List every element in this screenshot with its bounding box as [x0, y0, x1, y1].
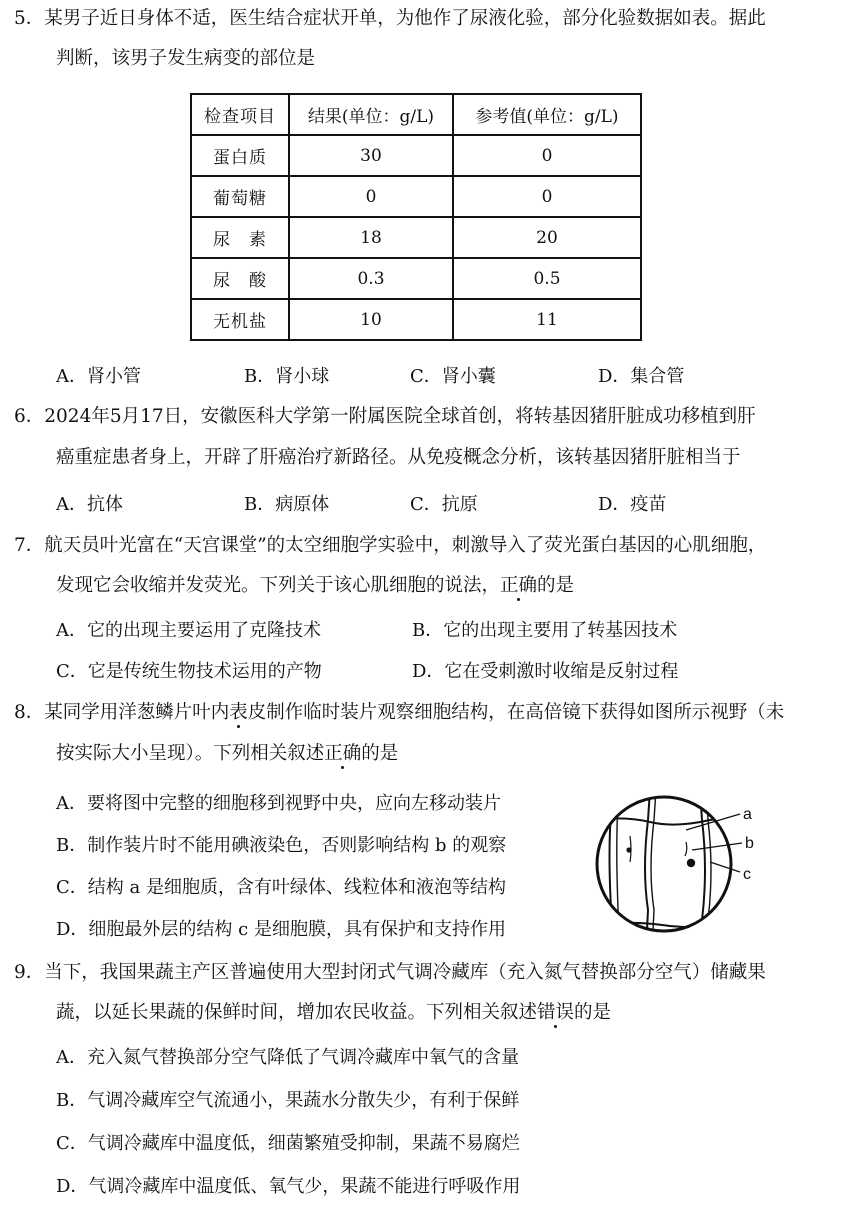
q9-option-b[interactable]: B．气调冷藏库空气流通小，果蔬水分散失少，有利于保鲜: [56, 1090, 520, 1111]
q6-option-d[interactable]: D．疫苗: [598, 494, 667, 515]
table-cell: 0: [453, 176, 641, 217]
table-cell: 20: [453, 217, 641, 258]
q7-stem-line-2: [56, 573, 574, 599]
figure-label-c: c: [743, 866, 751, 883]
q6-stem-line-1: 6．2024年5月17日，安徽医科大学第一附属医院全球首创，将转基因猪肝脏成功移植到肝: [14, 406, 756, 427]
table-cell: 葡萄糖: [191, 176, 289, 217]
table-cell: 11: [453, 299, 641, 340]
table-cell: 18: [289, 217, 453, 258]
q9-emphasis-wrong: 错误: [537, 1002, 575, 1023]
q8-stem-text-cont: 制作临时装片观察细胞结构，在高倍镜下获得如图所示视野（未: [266, 702, 785, 723]
q8-stem-text-end: 的是: [361, 743, 399, 764]
table-cell: 0: [289, 176, 453, 217]
q8-stem-text-2: 按实际大小呈现）。下列相关叙述: [56, 743, 325, 764]
table-cell: 无机盐: [191, 299, 289, 340]
table-cell: 0.5: [453, 258, 641, 299]
table-cell: 30: [289, 135, 453, 176]
table-header: 参考值(单位：g/L): [453, 94, 641, 135]
q7-option-b[interactable]: B．它的出现主要用了转基因技术: [412, 620, 678, 641]
q8-option-d[interactable]: D．细胞最外层的结构 c 是细胞膜，具有保护和支持作用: [56, 919, 506, 940]
q9-stem-text: 蔬，以延长果蔬的保鲜时间，增加农民收益。下列相关叙述: [56, 1002, 538, 1023]
q5-option-d[interactable]: D．集合管: [598, 366, 685, 387]
q7-stem-text-end: 的是: [537, 575, 575, 596]
q5-option-a[interactable]: A．肾小管: [56, 366, 141, 387]
q5-option-b[interactable]: B．肾小球: [244, 366, 330, 387]
table-cell: 0: [453, 135, 641, 176]
figure-label-a: a: [743, 806, 752, 823]
table-row: [191, 176, 641, 217]
q8-option-a[interactable]: A．要将图中完整的细胞移到视野中央，应向左移动装片: [56, 793, 501, 814]
q8-option-b[interactable]: B．制作装片时不能用碘液染色，否则影响结构 b 的观察: [56, 835, 507, 856]
q8-emphasis-correct: 正确: [324, 743, 362, 764]
urine-test-table: [190, 93, 642, 341]
table-cell: 尿 酸: [191, 258, 289, 299]
table-row: [191, 258, 641, 299]
q8-emphasis-inner-epidermis: 内表皮: [210, 702, 267, 723]
q9-stem-line-2: [56, 1000, 611, 1026]
q6-option-b[interactable]: B．病原体: [244, 494, 330, 515]
table-row: [191, 217, 641, 258]
q7-option-c[interactable]: C．它是传统生物技术运用的产物: [56, 661, 322, 682]
table-cell: 10: [289, 299, 453, 340]
table-cell: 0.3: [289, 258, 453, 299]
q7-emphasis-correct: 正确: [500, 575, 538, 596]
q7-stem-text: 发现它会收缩并发荧光。下列关于该心肌细胞的说法，: [56, 575, 501, 596]
table-cell: 蛋白质: [191, 135, 289, 176]
table-row: [191, 135, 641, 176]
table-cell: 尿 素: [191, 217, 289, 258]
q5-stem-line-2: 判断，该男子发生病变的部位是: [56, 48, 316, 69]
table-header: 检查项目: [191, 94, 289, 135]
q6-option-a[interactable]: A．抗体: [56, 494, 123, 515]
q8-option-c[interactable]: C．结构 a 是细胞质，含有叶绿体、线粒体和液泡等结构: [56, 877, 506, 898]
q7-option-d[interactable]: D．它在受刺激时收缩是反射过程: [412, 661, 679, 682]
table-header-row: [191, 94, 641, 135]
q6-option-c[interactable]: C．抗原: [410, 494, 478, 515]
q9-stem-text-end: 的是: [574, 1002, 612, 1023]
figure-label-b: b: [745, 835, 754, 852]
q8-stem-line-2: [56, 741, 398, 767]
q7-stem-line-1: 7．航天员叶光富在“天宫课堂”的太空细胞学实验中，刺激导入了荧光蛋白基因的心肌细胞，: [14, 535, 767, 556]
table-row: [191, 299, 641, 340]
q8-stem-text: 8．某同学用洋葱鳞片叶: [14, 702, 211, 723]
q5-option-c[interactable]: C．肾小囊: [410, 366, 496, 387]
q8-stem-line-1: [14, 700, 784, 726]
q7-option-a[interactable]: A．它的出现主要运用了克隆技术: [56, 620, 321, 641]
q9-stem-line-1: 9．当下，我国果蔬主产区普遍使用大型封闭式气调冷藏库（充入氮气替换部分空气）储藏果: [14, 962, 766, 983]
table-header: 结果(单位：g/L): [289, 94, 453, 135]
q9-option-a[interactable]: A．充入氮气替换部分空气降低了气调冷藏库中氧气的含量: [56, 1047, 519, 1068]
q5-stem-line-1: 5．某男子近日身体不适，医生结合症状开单，为他作了尿液化验，部分化验数据如表。据此: [14, 8, 766, 29]
q9-option-d[interactable]: D．气调冷藏库中温度低、氧气少，果蔬不能进行呼吸作用: [56, 1176, 521, 1197]
q6-stem-line-2: 癌重症患者身上，开辟了肝癌治疗新路径。从免疫概念分析，该转基因猪肝脏相当于: [56, 447, 741, 468]
onion-cell-microscope-figure: [590, 790, 790, 950]
q9-option-c[interactable]: C．气调冷藏库中温度低，细菌繁殖受抑制，果蔬不易腐烂: [56, 1133, 520, 1154]
